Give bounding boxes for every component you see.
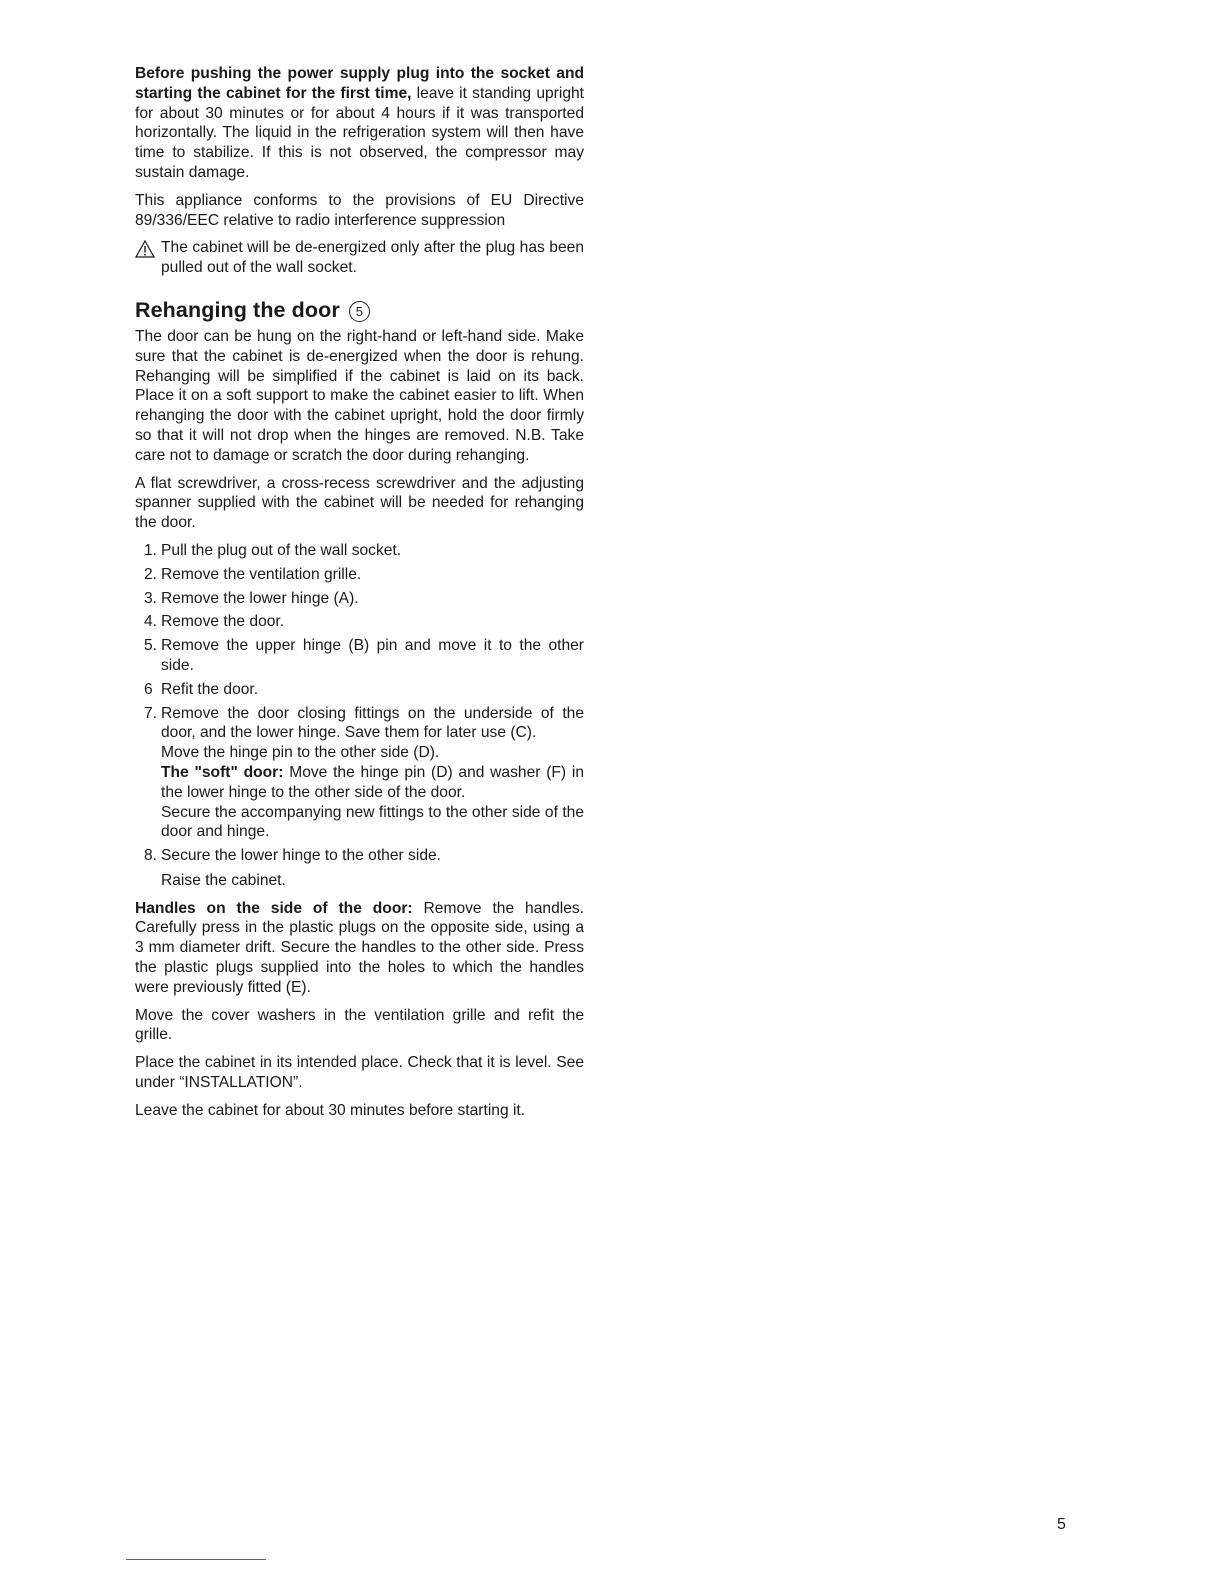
step-number: 7. (144, 704, 158, 722)
list-item (135, 589, 584, 609)
handles-text: Remove the handles. Carefully press in the plastic plugs on the opposite side, using a 3 mm diameter drift. Secure the handles to the other side. Press the plastic plugs supplied into the holes to which the handles were previously fitted (E). (135, 899, 585, 996)
step-text: Remove the door. (161, 613, 285, 631)
step-number: 5. (144, 637, 158, 655)
list-item (135, 636, 584, 676)
warning-triangle-icon (135, 240, 155, 258)
section-title: Rehanging the door (135, 297, 340, 322)
list-item (135, 680, 584, 700)
step-text: Remove the ventilation grille. (161, 565, 362, 583)
list-item (135, 565, 584, 585)
intro-bold-lead: Before pushing the power supply plug into the socket and starting the cabinet for the first time, (135, 65, 584, 102)
step-number: 2. (144, 565, 158, 583)
soft-door-label: The "soft" door: (161, 763, 284, 781)
warning-note (135, 238, 584, 278)
intro-text: leave it standing upright for about 30 minutes or for about 4 hours if it was transported horizontally. The liquid in the refrigeration system will then have time to stabilize. If this is not observed, the compressor may sustain damage. (135, 84, 584, 181)
list-item (135, 704, 584, 843)
page-number: 5 (1057, 1516, 1066, 1533)
figure-reference: 5 (349, 301, 370, 322)
intro-paragraph-2: This appliance conforms to the provisions of EU Directive 89/336/EEC relative to radio interference suppression (135, 191, 584, 229)
step-text: Refit the door. (161, 680, 259, 698)
placement-paragraph: Place the cabinet in its intended place. Check that it is level. See under “INSTALLATION”. (135, 1054, 584, 1092)
tools-paragraph: A flat screwdriver, a cross-recess screwdriver and the adjusting spanner supplied with the cabinet will be needed for rehanging the door. (135, 474, 584, 532)
list-item (135, 541, 584, 561)
step-number: 4. (144, 613, 158, 631)
list-item (135, 612, 584, 632)
step-text-continued: Move the hinge pin to the other side (D). (161, 744, 440, 762)
step-text-continued: Raise the cabinet. (161, 871, 286, 889)
step-text-fittings: Secure the accompanying new fittings to the other side of the door and hinge. (161, 803, 584, 841)
step-number: 1. (144, 541, 158, 559)
handles-label: Handles on the side of the door: (135, 899, 413, 917)
step-number: 8. (144, 847, 158, 865)
step-number: 6 (144, 680, 153, 698)
steps-list (135, 541, 584, 891)
text-column (135, 64, 584, 1129)
intro-paragraph-1 (135, 64, 584, 183)
step-text: Secure the lower hinge to the other side. (161, 847, 441, 865)
handles-paragraph (135, 899, 584, 998)
warning-text: The cabinet will be de-energized only after the plug has been pulled out of the wall socket. (161, 239, 584, 277)
step-text: Remove the upper hinge (B) pin and move it to the other side. (161, 637, 584, 674)
section-heading (135, 297, 584, 323)
step-text: Pull the plug out of the wall socket. (161, 541, 402, 559)
rehanging-paragraph-1: The door can be hung on the right-hand or left-hand side. Make sure that the cabinet is de-energized when the door is rehung. Rehanging will be simplified if the cabinet is laid on its back. Place it on a soft support to make the cabinet easier to lift. When rehanging the door with the cabinet upright, hold the door firmly so that it will not drop when the hinges are removed. N.B. Take care not to damage or scratch the door during rehanging. (135, 327, 584, 464)
wait-paragraph: Leave the cabinet for about 30 minutes before starting it. (135, 1101, 526, 1119)
list-item (135, 846, 584, 891)
cover-washers-paragraph: Move the cover washers in the ventilation grille and refit the grille. (135, 1006, 584, 1044)
soft-door-note (161, 763, 584, 803)
step-text: Remove the lower hinge (A). (161, 589, 359, 607)
step-number: 3. (144, 589, 158, 607)
step-text: Remove the door closing fittings on the underside of the door, and the lower hinge. Save them for later use (C). (161, 704, 584, 742)
soft-door-text: Move the hinge pin (D) and washer (F) in the lower hinge to the other side of the door. (161, 763, 584, 801)
footer-divider (126, 1559, 266, 1560)
